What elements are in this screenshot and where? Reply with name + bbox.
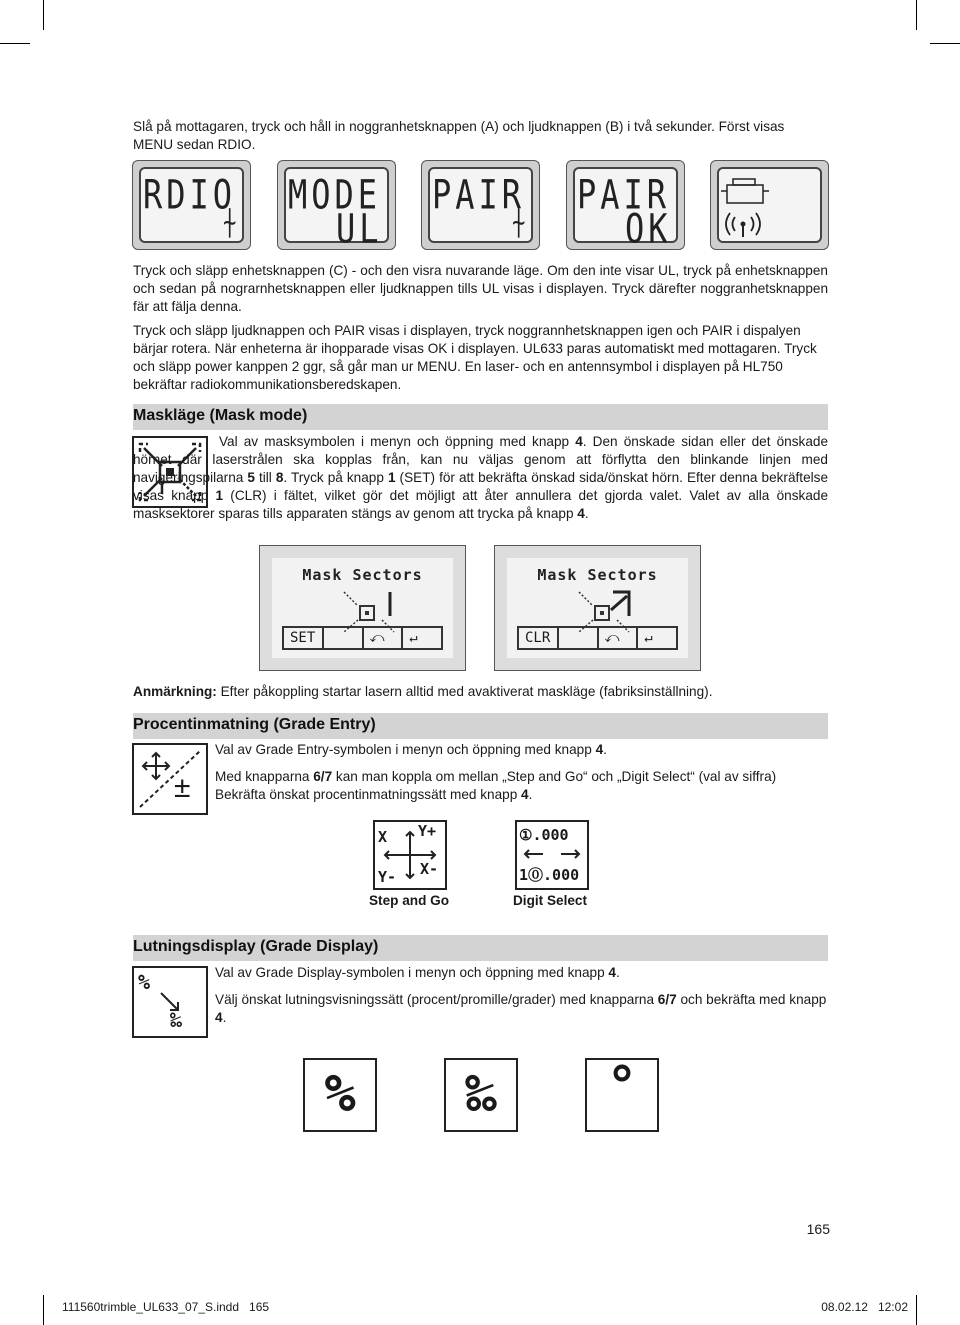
- paragraph-text: Tryck och släpp enhetsknappen (C) - och den visra nuvarande läge. Om den inte visar UL, tryck på enhetsknappen och sedan på nograrnhetsknappen eller ljudknappen tills UL visas i displayen. Tryck därefter noggranhetsknappen fär att fälja denna.: [133, 263, 828, 314]
- paragraph-pairing: [133, 322, 828, 394]
- display-percent: [303, 1058, 377, 1132]
- footer-file-info: 111560trimble_UL633_07_S.indd 165: [62, 1300, 270, 1314]
- softkey-bar: [282, 626, 443, 650]
- text-run: .: [584, 506, 589, 521]
- note-paragraph: [133, 683, 828, 701]
- key-ref: 4: [575, 434, 583, 449]
- key-ref: 5: [247, 470, 255, 485]
- paragraph-unit-mode: [133, 262, 828, 316]
- lcd-display-pair: [421, 160, 540, 250]
- page-number: 165: [806, 1221, 830, 1237]
- text-run: Med knapparna: [215, 769, 314, 784]
- key-ref: 1: [215, 488, 224, 503]
- section-heading-grade-display: [133, 935, 828, 961]
- mask-sectors-screen-clr: [494, 545, 701, 671]
- step-label-y-plus: Y+: [418, 822, 437, 840]
- lcd-line1: PAIR: [577, 171, 671, 219]
- text-run: till: [254, 470, 276, 485]
- digit-arrows-icon: [517, 846, 587, 862]
- softkey-enter: ↵: [644, 630, 653, 646]
- lcd-display-rdio: [132, 160, 251, 250]
- lcd-line1: PAIR: [432, 171, 526, 219]
- softkey-bar: [517, 626, 678, 650]
- heading-text: Maskläge (Mask mode): [133, 407, 308, 424]
- section-heading-grade-entry: [133, 713, 828, 739]
- step-and-go-icon: [373, 820, 447, 890]
- caption-digit-select: Digit Select: [512, 893, 588, 908]
- text-run: Välj önskat lutningsvisningssätt (procent/promille/grader) med knapparna: [215, 992, 658, 1007]
- note-text: Efter påkoppling startar lasern alltid med avaktiverat maskläge (fabriksinställning).: [216, 684, 713, 699]
- text-run: kan man koppla om mellan „Step and Go“ och „Digit Select“ (val av siffra) Bekräfta önskat procentinmatningssätt med knapp: [215, 769, 777, 802]
- step-label-x: X: [378, 828, 388, 846]
- lcd-display-symbols: [710, 160, 829, 250]
- lcd-line2: OK: [625, 205, 672, 253]
- text-run: Val av Grade Entry-symbolen i menyn och öppning med knapp: [215, 742, 596, 757]
- text-run: och bekräfta med knapp: [676, 992, 827, 1007]
- step-label-x-minus: X-: [420, 860, 439, 878]
- display-permille: [444, 1058, 518, 1132]
- softkey-back: ⤺: [599, 628, 639, 648]
- section-heading-mask: [133, 404, 828, 430]
- key-ref: 4: [215, 1010, 223, 1025]
- lcd-line2: UL: [336, 205, 383, 253]
- paragraph-mask: [133, 433, 828, 523]
- crop-mark: [0, 43, 30, 44]
- key-ref: 4: [521, 787, 529, 802]
- text-run: .: [528, 787, 533, 802]
- digit-row-2: 1⓪.000: [519, 866, 580, 884]
- permille-glyph: ‰: [170, 1008, 183, 1032]
- symbol-degree: °: [606, 1056, 638, 1116]
- text-run: (CLR) i fältet, vilket gör det möjligt att åter annullera det gjorda valet. Valet av alla önskade masksektorer sparas tills apparaten stängs av genom att trycka på knapp: [133, 488, 829, 521]
- symbol-permille: ‰: [465, 1064, 497, 1124]
- text-run: Val av Grade Display-symbolen i menyn och öppning med knapp: [215, 965, 609, 980]
- key-ref: 1: [387, 470, 396, 485]
- digit-row-1: ①.000: [519, 826, 569, 844]
- plus-minus-glyph: ±: [174, 771, 191, 804]
- text-run: Val av masksymbolen i menyn och öppning med knapp: [219, 434, 576, 449]
- heading-text: Procentinmatning (Grade Entry): [133, 716, 376, 733]
- grade-entry-icon: [132, 743, 208, 815]
- softkey-empty: [559, 628, 599, 648]
- lcd-display-pair-ok: [566, 160, 685, 253]
- laser-antenna-icon: [719, 169, 822, 243]
- lcd-line1: MODE: [288, 171, 382, 219]
- crop-mark: [916, 0, 917, 30]
- text-run: .: [615, 965, 620, 980]
- screen-title: Mask Sectors: [537, 566, 658, 584]
- paragraph-grade-display: [215, 964, 828, 1027]
- key-ref: 4: [608, 965, 616, 980]
- lcd-display-mode: [277, 160, 396, 253]
- crop-mark: [930, 43, 960, 44]
- text-run: . Den önskade sidan eller det önskade hörnet där laserstrålen ska kopplas från, kan nu väljas genom att förflytta den blinkande linjen med navigeringspilarna: [133, 434, 829, 485]
- softkey-back: ⤺: [364, 628, 404, 648]
- text-run: . Tryck på knapp: [283, 470, 388, 485]
- grade-display-icon: [132, 966, 208, 1038]
- note-label: Anmärkning:: [133, 684, 217, 699]
- text-run: .: [603, 742, 607, 757]
- footer-date-time: 08.02.12 12:02: [821, 1300, 908, 1314]
- softkey-clr: CLR: [519, 628, 559, 648]
- text-run: (SET) för att bekräfta önskad sida/önskat hörn. Efter denna bekräftelse visas knapp: [133, 470, 829, 503]
- screen-title: Mask Sectors: [302, 566, 423, 584]
- mask-sectors-screen-set: [259, 545, 466, 671]
- lcd-line2: ⍭: [223, 209, 241, 241]
- lcd-line1: RDIO: [143, 171, 237, 219]
- crop-mark: [43, 0, 44, 30]
- intro-text: Slå på mottagaren, tryck och håll in noggranhetsknappen (A) och ljudknappen (B) i två sekunder. Först visas MENU sedan RDIO.: [133, 119, 785, 152]
- symbol-percent: %: [324, 1064, 356, 1124]
- key-ref: 8: [275, 470, 284, 485]
- text-run: .: [222, 1010, 227, 1025]
- crop-mark: [916, 1295, 917, 1325]
- caption-step-and-go: Step and Go: [368, 893, 450, 908]
- key-ref: 4: [577, 506, 585, 521]
- intro-paragraph: [133, 118, 828, 154]
- softkey-empty: [324, 628, 364, 648]
- key-ref: 4: [595, 742, 604, 757]
- key-ref: 6/7: [313, 769, 333, 784]
- softkey-enter: ↵: [409, 630, 418, 646]
- heading-text: Lutningsdisplay (Grade Display): [133, 938, 379, 955]
- paragraph-text: Tryck och släpp ljudknappen och PAIR visas i displayen, tryck noggrannhetsknappen igen och PAIR i dispalyen bärjar rotera. När enheterna är ihopparade visas OK i displayen. UL633 paras automatiskt med mottagaren. Tryck och släpp power kanppen 2 ggr, så går man ur MENU. En laser- och en antennsymbol i displayen på HL750 bekräftar radiokommunikationsberedskapen.: [133, 323, 817, 392]
- display-degree: [585, 1058, 659, 1132]
- lcd-line2: ⍭: [512, 209, 530, 241]
- paragraph-grade-entry: [215, 741, 828, 804]
- percent-glyph: %: [138, 970, 151, 994]
- key-ref: 6/7: [657, 992, 677, 1007]
- crop-mark: [43, 1295, 44, 1325]
- digit-select-icon: [515, 820, 589, 890]
- step-label-y-minus: Y-: [378, 868, 397, 886]
- softkey-set: SET: [284, 628, 324, 648]
